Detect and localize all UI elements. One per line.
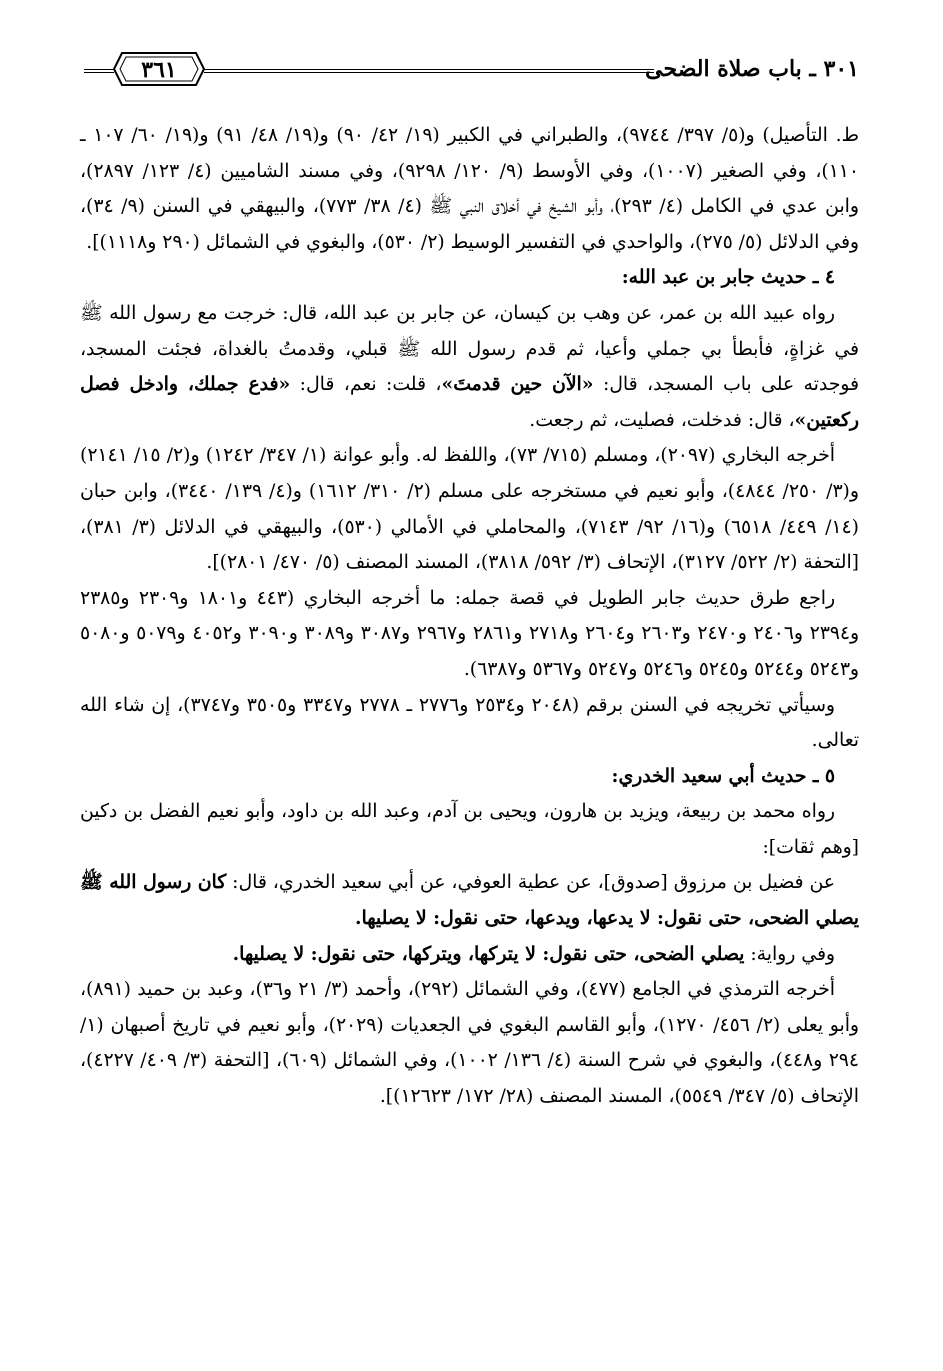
section-heading-abu-said: ٥ ـ حديث أبي سعيد الخدري: xyxy=(611,764,835,787)
hadith-quote: كان رسول الله ﷺ يصلي الضحى، حتى نقول: لا يدعها، ويدعها، حتى نقول: لا يصليها. xyxy=(80,871,859,930)
hadith-quote: «الآن حين قدمتَ» xyxy=(441,373,594,396)
narration-text: رواه عبيد الله بن عمر، عن وهب بن كيسان، عن جابر بن عبد الله، قال: خرجت مع رسول الله ﷺ في غزاةٍ، فأبطأ بي جملي وأعيا، ثم قدم رسول الله ﷺ قبلي، وقدمتُ بالغداة، فجئت المسجد، فوجدته على باب المسجد، قال: xyxy=(80,302,859,396)
paragraph-abu-said-chain xyxy=(80,865,859,936)
header-rule-left xyxy=(84,69,114,73)
hadith-quote: «فدع جملك، وادخل فصل ركعتين» xyxy=(80,373,859,431)
paragraph-takhrij-continued: ط. التأصيل) و(٥/ ٣٩٧/ ٩٧٤٤)، والطبراني في الكبير (١٩/ ٤٢/ ٩٠) و(١٩/ ٤٨/ ٩١) و(١٩/ ٦٠/ ١٠٧ ـ ١١٠)، وفي الصغير (١٠٠٧)، وفي الأوسط (٩/ ١٢٠/ ٩٢٩٨)، وفي مسند الشاميين (٤/ ١٢٣/ ٢٨٩٧)، وابن عدي في الكامل (٤/ ٢٩٣)، وأبو الشيخ في أخلاق النبي ﷺ (٤/ ٣٨/ ٧٧٣)، والبيهقي في السنن (٩/ ٣٤)، وفي الدلائل (٥/ ٢٧٥)، والواحدي في التفسير الوسيط (٢/ ٥٣٠)، والبغوي في الشمائل (٢٩٠ و١١١٨)]. xyxy=(80,125,859,253)
narration-text: ، قال: فدخلت، فصليت، ثم رجعت. xyxy=(529,409,795,431)
paragraph-abu-said-takhrij: أخرجه الترمذي في الجامع (٤٧٧)، وفي الشمائل (٢٩٢)، وأحمد (٣/ ٢١ و٣٦)، وعبد بن حميد (٨٩١)، وأبو يعلى (٢/ ٤٥٦/ ١٢٧٠)، وأبو القاسم البغوي في الجعديات (٢٠٢٩)، وأبو نعيم في تاريخ أصبهان (١/ ٢٩٤ و٤٤٨)، والبغوي في شرح السنة (٤/ ١٣٦/ ١٠٠٢)، وفي الشمائل (٦٠٩)، [التحفة (٣/ ٤٠٩/ ٤٢٢٧)، الإتحاف (٥/ ٣٤٧/ ٥٥٤٩)، المسند المصنف (٢٨/ ١٧٢/ ١٢٦٢٣)]. xyxy=(80,979,859,1108)
chapter-title: ٣٠١ ـ باب صلاة الضحى xyxy=(645,56,859,82)
narration-intro: وفي رواية: xyxy=(744,943,835,965)
paragraph-forthcoming: وسيأتي تخريجه في السنن برقم (٢٠٤٨ و٢٥٣٤ و٢٧٧٦ ـ ٢٧٧٨ و٣٣٤٧ و٣٥٠٥ و٣٧٤٧)، إن شاء الله تعالى. xyxy=(80,694,859,752)
narration-text: ، قلت: نعم، قال: xyxy=(290,374,442,396)
paragraph-jabir-routes: راجع طرق حديث جابر الطويل في قصة جمله: ما أخرجه البخاري (٤٤٣ و١٨٠١ و٢٣٠٩ و٢٣٨٥ و٢٣٩٤ و٢٤٠٦ و٢٤٧٠ و٢٦٠٣ و٢٦٠٤ و٢٧١٨ و٢٨٦١ و٢٩٦٧ و٣٠٨٧ و٣٠٨٩ و٣٠٩٠ و٤٠٥٢ و٥٠٧٩ و٥٠٨٠ و٥٢٤٣ و٥٢٤٤ و٥٢٤٥ و٥٢٤٦ و٥٢٤٧ و٥٣٦٧ و٦٣٨٧). xyxy=(80,587,860,680)
page-header xyxy=(84,52,859,102)
paragraph-other-narration xyxy=(80,937,859,973)
section-heading-jabir: ٤ ـ حديث جابر بن عبد الله: xyxy=(621,266,835,289)
chain-text: عن فضيل بن مرزوق [صدوق]، عن عطية العوفي، عن أبي سعيد الخدري، قال: xyxy=(226,872,835,894)
main-text xyxy=(80,118,859,1115)
hadith-quote: يصلي الضحى، حتى نقول: لا يتركها، ويتركها، حتى نقول: لا يصليها. xyxy=(232,942,745,965)
paragraph-jabir-narration xyxy=(80,296,859,438)
header-rule xyxy=(204,69,654,73)
paragraph-jabir-takhrij: أخرجه البخاري (٢٠٩٧)، ومسلم (٧١٥/ ٧٣)، واللفظ له. وأبو عوانة (١/ ٣٤٧/ ١٢٤٢) و(٢/ ١٥/ ٢١٤١) و(٣/ ٢٥٠/ ٤٨٤٤)، وأبو نعيم في مستخرجه على مسلم (٢/ ٣١٠/ ١٦١٢) و(٤/ ١٣٩/ ٣٤٤٠)، وابن حبان (١٤/ ٤٤٩/ ٦٥١٨) و(١٦/ ٩٢/ ٧١٤٣)، والمحاملي في الأمالي (٥٣٠)، والبيهقي في الدلائل (٣/ ٣٨١)، [التحفة (٢/ ٥٢٢/ ٣١٢٧)، الإتحاف (٣/ ٥٩٢/ ٣٨١٨)، المسند المصنف (٥/ ٤٧٠/ ٢٨٠١)]. xyxy=(80,445,859,574)
paragraph-abu-said-narrators: رواه محمد بن ربيعة، ويزيد بن هارون، ويحيى بن آدم، وعبد الله بن داود، وأبو نعيم الفضل بن دكين [وهم ثقات]: xyxy=(80,801,859,858)
page-number: ٣٦١ xyxy=(141,57,177,83)
